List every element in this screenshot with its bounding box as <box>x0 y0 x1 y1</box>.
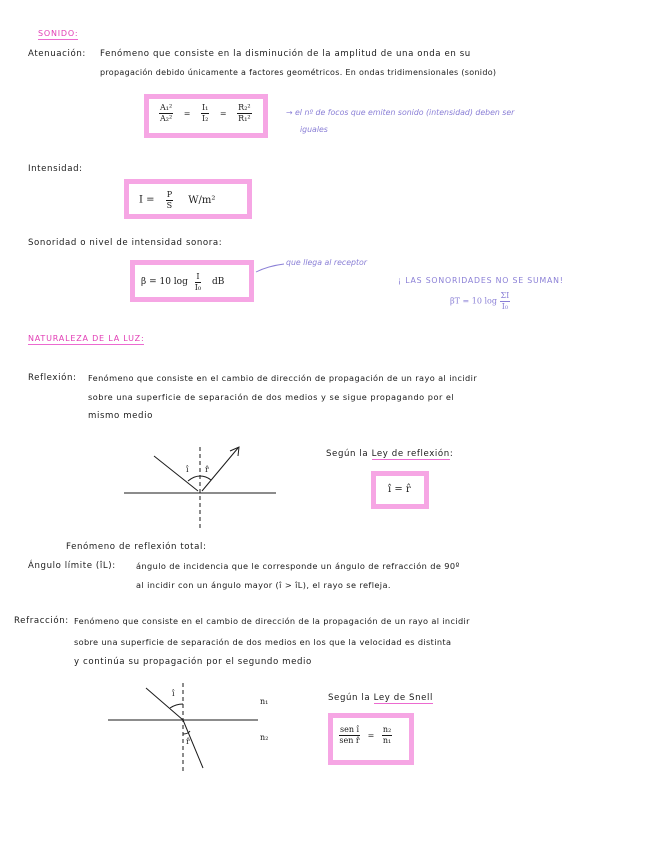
reflection-diagram <box>124 447 276 530</box>
section-title-luz: NATURALEZA DE LA LUZ: <box>28 334 145 343</box>
refraccion-line1: Fenómeno que consiste en el cambio de dirección de la propagación de un rayo al incidir <box>74 616 470 626</box>
atenuacion-label: Atenuación: <box>28 49 86 59</box>
atenuacion-note-line1: → el nº de focos que emiten sonido (intensidad) deben ser <box>286 108 515 117</box>
atenuacion-note-line2: iguales <box>300 125 328 134</box>
refraction-incident-ray <box>146 688 183 720</box>
warning-formula-den: I₀ <box>501 302 509 311</box>
snell-law-eq: = <box>367 730 375 740</box>
snell-law-prefix: Según la <box>328 693 371 703</box>
formula-eq-1: = <box>183 108 191 118</box>
reflexion-law-suffix: : <box>449 449 454 459</box>
reflexion-law-formula: î = r̂ <box>388 484 411 495</box>
intensidad-den: S <box>166 201 173 210</box>
reflexion-line3: mismo medio <box>88 411 153 421</box>
refraction-angle-arc-i <box>170 704 183 708</box>
refraction-angle-i: î <box>172 689 175 698</box>
sonoridad-num: I <box>196 272 200 281</box>
intensidad-lhs: I = <box>139 194 155 206</box>
refraction-n1-label: n₁ <box>260 697 269 706</box>
reflexion-total-title: Fenómeno de reflexión total: <box>66 542 207 552</box>
sonoridad-lhs: β = 10 log <box>141 277 188 287</box>
reflexion-line2: sobre una superficie de separación de dos medios y se sigue propagando por el <box>88 392 455 402</box>
refraccion-label: Refracción: <box>14 616 69 626</box>
intensidad-num: P <box>166 190 173 199</box>
angulo-limite-label: Ángulo límite (îL): <box>28 561 116 571</box>
formula-i-num: I₁ <box>202 103 209 112</box>
sonoridad-den: I₀ <box>194 283 202 292</box>
reflexion-law-prefix: Según la <box>326 449 369 459</box>
refraccion-line2: sobre una superficie de separación de dos medios en los que la velocidad es distinta <box>74 637 452 647</box>
refraction-angle-r: r̂ <box>186 737 190 746</box>
formula-a-num: A₁² <box>160 103 173 112</box>
warning-formula-num: ΣI <box>500 291 510 300</box>
refraction-diagram <box>108 683 258 772</box>
atenuacion-line1: Fenómeno que consiste en la disminución de la amplitud de una onda en su <box>100 49 471 59</box>
snell-law-rnum: n₂ <box>382 725 392 734</box>
refraccion-line3: y continúa su propagación por el segundo medio <box>74 657 312 667</box>
sonoridad-warning: ¡ LAS SONORIDADES NO SE SUMAN! <box>398 276 564 285</box>
formula-i-den: I₂ <box>202 114 209 123</box>
snell-law-den: sen r̂ <box>339 736 360 745</box>
reflexion-law-name: Ley de reflexión <box>371 449 450 459</box>
snell-law-name: Ley de Snell <box>373 693 434 703</box>
reflection-angle-r: r̂ <box>205 465 209 474</box>
intensidad-unit: W/m² <box>188 194 216 206</box>
angulo-limite-line2: al incidir con un ángulo mayor (î > îL), el rayo se refleja. <box>136 580 391 590</box>
formula-r-num: R₂² <box>238 103 251 112</box>
formula-a-den: A₂² <box>160 114 173 123</box>
sonoridad-note-arrow <box>256 264 284 272</box>
reflection-angle-i: î <box>186 465 189 474</box>
refraction-n2-label: n₂ <box>260 733 269 742</box>
reflection-incident-ray <box>154 456 198 491</box>
sonoridad-arrow-note: que llega al receptor <box>286 258 367 267</box>
sonoridad-unit: dB <box>211 277 225 287</box>
sonoridad-label: Sonoridad o nivel de intensidad sonora: <box>28 238 223 248</box>
reflexion-label: Reflexión: <box>28 373 77 383</box>
atenuacion-line2: propagación debido únicamente a factores geométricos. En ondas tridimensionales (sonido) <box>100 68 497 77</box>
formula-r-den: R₁² <box>238 114 251 123</box>
section-title-sonido: SONIDO: <box>38 29 79 38</box>
snell-law-num: sen î <box>340 725 360 734</box>
warning-formula-lhs: βT = 10 log <box>450 296 497 306</box>
formula-eq-2: = <box>219 108 227 118</box>
angulo-limite-line1: ángulo de incidencia que le corresponde un ángulo de refracción de 90º <box>136 561 460 571</box>
intensidad-label: Intensidad: <box>28 164 83 174</box>
snell-law-rden: n₁ <box>382 736 392 745</box>
reflexion-line1: Fenómeno que consiste en el cambio de dirección de propagación de un rayo al incidir <box>88 373 478 383</box>
